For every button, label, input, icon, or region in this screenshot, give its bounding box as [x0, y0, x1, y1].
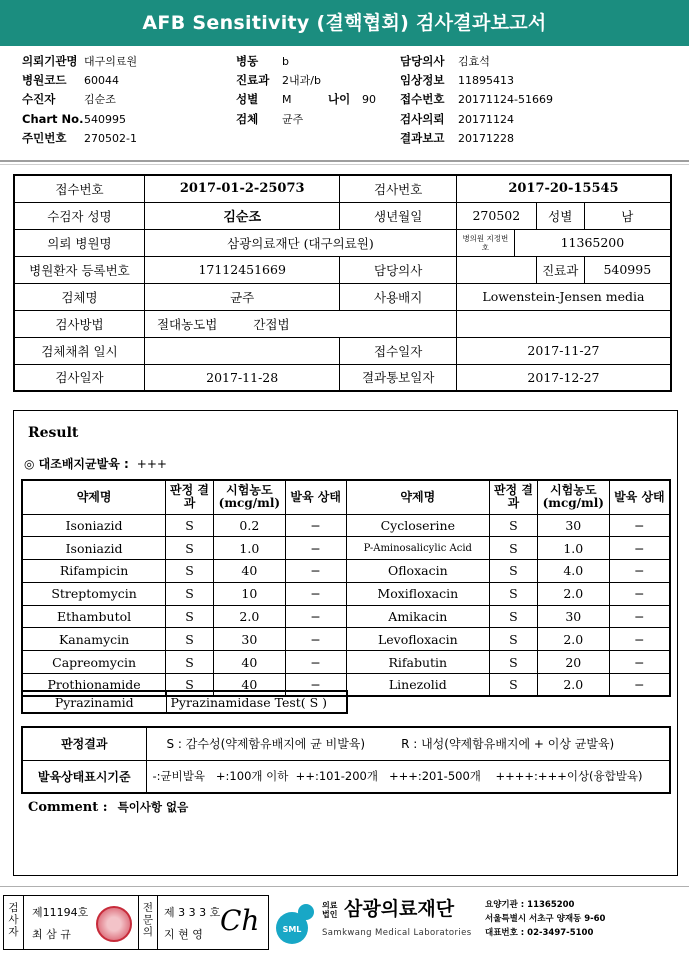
cell-conc: 2.0	[537, 582, 609, 605]
col-header: 발육 상태	[285, 480, 346, 514]
cell-growth: −	[609, 560, 670, 583]
meta-key: 수진자	[22, 92, 56, 106]
cell-judge: S	[490, 651, 538, 674]
field-label: 검사방법	[14, 310, 144, 337]
meta-value: 60044	[84, 74, 119, 87]
collect-value	[144, 337, 339, 364]
meta-item	[22, 129, 137, 147]
legend-label: 판정결과	[22, 727, 146, 760]
meta-value: 대구의료원	[84, 55, 138, 68]
meta-item	[236, 110, 303, 128]
field-label: 담당의사	[340, 256, 457, 283]
meta-value: 2내과/b	[282, 74, 321, 87]
table-row	[14, 283, 671, 310]
cell-growth: −	[285, 514, 346, 537]
signature-icon: Ch	[220, 904, 260, 937]
dob-value: 270502	[456, 202, 536, 229]
cell-drug: Amikacin	[346, 605, 490, 628]
cell-drug: Ofloxacin	[346, 560, 490, 583]
examiner-license: 제11194호	[32, 906, 89, 919]
meta-item	[236, 90, 292, 108]
legend-value	[146, 727, 670, 760]
meta-item	[236, 52, 289, 70]
table-row	[14, 256, 671, 283]
col-header: 판정 결과	[490, 480, 538, 514]
field-label: 진료과	[536, 256, 584, 283]
cell-drug: Capreomycin	[22, 651, 166, 674]
patient-name: 김순조	[144, 202, 339, 229]
table-row	[14, 202, 671, 229]
cell-drug: Streptomycin	[22, 582, 166, 605]
col-header: 약제명	[346, 480, 490, 514]
org-contact	[485, 898, 605, 940]
table-row	[14, 229, 671, 256]
cell-judge: S	[166, 605, 214, 628]
cell-judge: S	[490, 560, 538, 583]
cell-drug: Ethambutol	[22, 605, 166, 628]
method-value	[144, 310, 456, 337]
org-address: 서울특별시 서초구 양재동 9-60	[485, 914, 606, 924]
comment-label: Comment :	[28, 800, 108, 815]
meta-item	[22, 71, 119, 89]
meta-key: 주민번호	[22, 131, 67, 145]
meta-key: 진료과	[236, 73, 270, 87]
meta-key: 임상정보	[400, 73, 445, 87]
meta-item	[400, 129, 514, 147]
cell-conc: 4.0	[537, 560, 609, 583]
cell-judge: S	[166, 674, 214, 697]
empty-cell	[456, 310, 671, 337]
meta-item	[400, 71, 514, 89]
cell-conc: 2.0	[537, 628, 609, 651]
pyrazinamide-table	[21, 690, 348, 714]
meta-item	[22, 110, 126, 128]
cell-conc: 30	[537, 605, 609, 628]
meta-value: b	[282, 55, 289, 68]
report-title: AFB Sensitivity (결핵협회) 검사결과보고서	[0, 0, 689, 46]
cell-judge: S	[490, 674, 538, 697]
col-header: 시험농도 (mcg/ml)	[537, 480, 609, 514]
judge-r: R : 내성(약제함유배지에 + 이상 균발육)	[401, 737, 615, 752]
cell-judge: S	[166, 651, 214, 674]
cell-judge: S	[490, 537, 538, 560]
col-header: 판정 결과	[166, 480, 214, 514]
logo-text: SML	[282, 925, 302, 934]
meta-key: 검사의뢰	[400, 112, 445, 126]
table-row	[22, 560, 670, 583]
sex-value: 남	[584, 202, 671, 229]
meta-key: 성별	[236, 92, 259, 106]
cell-judge: S	[166, 537, 214, 560]
field-label: 검체채취 일시	[14, 337, 144, 364]
org-code: 요양기관 : 11365200	[485, 900, 575, 910]
cell-judge: S	[166, 514, 214, 537]
table-row	[22, 514, 670, 537]
cell-conc: 0.2	[213, 514, 285, 537]
meta-value: 김순조	[84, 93, 116, 106]
cell-growth: −	[609, 628, 670, 651]
meta-value: 20171228	[458, 132, 514, 145]
meta-key: 나이	[328, 92, 351, 106]
hospital-code: 11365200	[514, 229, 671, 256]
cell-drug: Moxifloxacin	[346, 582, 490, 605]
control-value: +++	[136, 457, 167, 471]
cell-conc: 40	[213, 560, 285, 583]
test-number: 2017-20-15545	[456, 175, 671, 202]
cell-growth: −	[609, 582, 670, 605]
table-row	[22, 691, 347, 713]
field-label: 검체명	[14, 283, 144, 310]
field-label: 접수일자	[340, 337, 457, 364]
legend-table	[21, 726, 671, 794]
cell-conc: 40	[213, 674, 285, 697]
meta-value: 90	[362, 93, 376, 106]
meta-value: 균주	[282, 113, 304, 126]
meta-value: M	[282, 93, 292, 106]
cell-drug: Rifabutin	[346, 651, 490, 674]
cell-judge: S	[166, 560, 214, 583]
specialist-license: 제 3 3 3 호	[164, 906, 221, 919]
meta-value: 11895413	[458, 74, 514, 87]
examiner-name: 최 삼 규	[32, 928, 71, 941]
divider	[0, 160, 689, 162]
cell-drug: Prothionamide	[22, 674, 166, 697]
registration-number: 17112451669	[144, 256, 339, 283]
cell-judge: S	[490, 582, 538, 605]
cell-conc: 1.0	[537, 537, 609, 560]
field-label: 검사일자	[14, 364, 144, 391]
judge-s: S : 감수성(약제함유배지에 균 비발육)	[166, 737, 366, 752]
receipt-number: 2017-01-2-25073	[144, 175, 339, 202]
meta-item	[22, 52, 137, 70]
hospital-name: 삼광의료재단 (대구의료원)	[144, 229, 456, 256]
doctor-value	[456, 256, 536, 283]
field-label: 성별	[536, 202, 584, 229]
cell-growth: −	[609, 651, 670, 674]
cell-growth: −	[285, 628, 346, 651]
meta-key: 담당의사	[400, 54, 445, 68]
table-header-row	[22, 480, 670, 514]
pza-label: Pyrazinamid	[22, 691, 166, 713]
cell-growth: −	[285, 674, 346, 697]
sml-logo-icon	[272, 896, 324, 948]
cell-conc: 20	[537, 651, 609, 674]
table-row	[22, 628, 670, 651]
cell-growth: −	[609, 674, 670, 697]
cell-judge: S	[490, 514, 538, 537]
received-date: 2017-11-27	[456, 337, 671, 364]
cell-conc: 2.0	[537, 674, 609, 697]
field-label: 병원환자 등록번호	[14, 256, 144, 283]
table-row	[14, 337, 671, 364]
notified-date: 2017-12-27	[456, 364, 671, 391]
table-row	[22, 727, 670, 760]
divider	[0, 164, 689, 165]
cell-conc: 30	[213, 628, 285, 651]
table-row	[22, 537, 670, 560]
table-row	[14, 364, 671, 391]
meta-value: 270502-1	[84, 132, 137, 145]
org-phone: 대표번호 : 02-3497-5100	[485, 928, 594, 938]
divider	[0, 886, 689, 887]
meta-item	[236, 71, 321, 89]
meta-item	[400, 52, 490, 70]
comment-value: 특이사항 없음	[117, 800, 189, 814]
table-row	[22, 760, 670, 793]
cell-growth: −	[609, 537, 670, 560]
meta-key: 검체	[236, 112, 259, 126]
cell-judge: S	[490, 605, 538, 628]
cell-drug: Isoniazid	[22, 514, 166, 537]
cell-drug: Rifampicin	[22, 560, 166, 583]
meta-value: 20171124	[458, 113, 514, 126]
field-label: 검사번호	[340, 175, 457, 202]
control-label: ◎ 대조배지균발육 :	[24, 457, 129, 471]
meta-key: 결과보고	[400, 131, 445, 145]
cell-growth: −	[609, 514, 670, 537]
meta-key: 병동	[236, 54, 259, 68]
method-2: 간접법	[253, 316, 290, 332]
col-header: 발육 상태	[609, 480, 670, 514]
field-label: 병의원 지정번호	[456, 229, 514, 256]
specialist-label: 전문의	[138, 896, 158, 949]
comment	[28, 799, 188, 815]
org-name: 삼광의료재단	[344, 898, 455, 920]
legend-label: 발육상태표시기준	[22, 760, 146, 793]
table-row	[22, 582, 670, 605]
meta-item	[22, 90, 116, 108]
cell-drug: Kanamycin	[22, 628, 166, 651]
field-label: 수검자 성명	[14, 202, 144, 229]
control-growth	[24, 455, 167, 472]
meta-key: 병원코드	[22, 73, 67, 87]
cell-conc: 2.0	[213, 605, 285, 628]
cell-judge: S	[166, 628, 214, 651]
cell-drug: Linezolid	[346, 674, 490, 697]
table-row	[22, 651, 670, 674]
meta-key: 접수번호	[400, 92, 445, 106]
field-label: 사용배지	[340, 283, 457, 310]
table-row	[22, 605, 670, 628]
org-english: Samkwang Medical Laboratories	[322, 928, 472, 938]
cell-growth: −	[285, 582, 346, 605]
field-label: 생년월일	[340, 202, 457, 229]
cell-drug: Isoniazid	[22, 537, 166, 560]
table-row	[14, 310, 671, 337]
cell-judge: S	[166, 582, 214, 605]
legend-value: -:균비발육 +:100개 이하 ++:101-200개 +++:201-500개 ++++:+++이상(융합발육)	[146, 760, 670, 793]
dept-value: 540995	[584, 256, 671, 283]
meta-value: 김효석	[458, 55, 490, 68]
tested-date: 2017-11-28	[144, 364, 339, 391]
cell-drug: P-Aminosalicylic Acid	[346, 537, 490, 560]
cell-judge: S	[490, 628, 538, 651]
field-label: 의뢰 병원명	[14, 229, 144, 256]
field-label: 접수번호	[14, 175, 144, 202]
cell-growth: −	[285, 560, 346, 583]
result-title: Result	[28, 425, 79, 441]
result-section	[13, 410, 678, 876]
field-label: 결과통보일자	[340, 364, 457, 391]
meta-item	[400, 110, 514, 128]
signature-box	[3, 895, 269, 950]
meta-value: 20171124-51669	[458, 93, 553, 106]
specialist-name: 지 현 영	[164, 928, 203, 941]
request-info-table	[13, 174, 672, 392]
cell-conc: 30	[537, 514, 609, 537]
cell-growth: −	[609, 605, 670, 628]
meta-key: 의뢰기관명	[22, 54, 78, 68]
meta-value: 540995	[84, 113, 126, 126]
cell-conc: 10	[213, 582, 285, 605]
specimen-value: 균주	[144, 283, 339, 310]
cell-growth: −	[285, 537, 346, 560]
col-header: 약제명	[22, 480, 166, 514]
org-type: 의료 법인	[322, 901, 338, 919]
examiner-label: 검사자	[4, 896, 24, 949]
method-1: 절대농도법	[156, 316, 218, 332]
medium-value: Lowenstein-Jensen media	[456, 283, 671, 310]
meta-key: Chart No.	[22, 112, 84, 126]
cell-conc: 1.0	[213, 537, 285, 560]
meta-item	[328, 90, 376, 108]
cell-conc: 40	[213, 651, 285, 674]
meta-item	[400, 90, 553, 108]
table-row	[14, 175, 671, 202]
cell-drug: Levofloxacin	[346, 628, 490, 651]
col-header: 시험농도 (mcg/ml)	[213, 480, 285, 514]
cell-growth: −	[285, 605, 346, 628]
cell-drug: Cycloserine	[346, 514, 490, 537]
cell-growth: −	[285, 651, 346, 674]
drug-sensitivity-table	[21, 479, 671, 697]
patient-meta	[0, 52, 689, 152]
pza-value: Pyrazinamidase Test( S )	[166, 691, 347, 713]
seal-icon	[96, 906, 132, 942]
